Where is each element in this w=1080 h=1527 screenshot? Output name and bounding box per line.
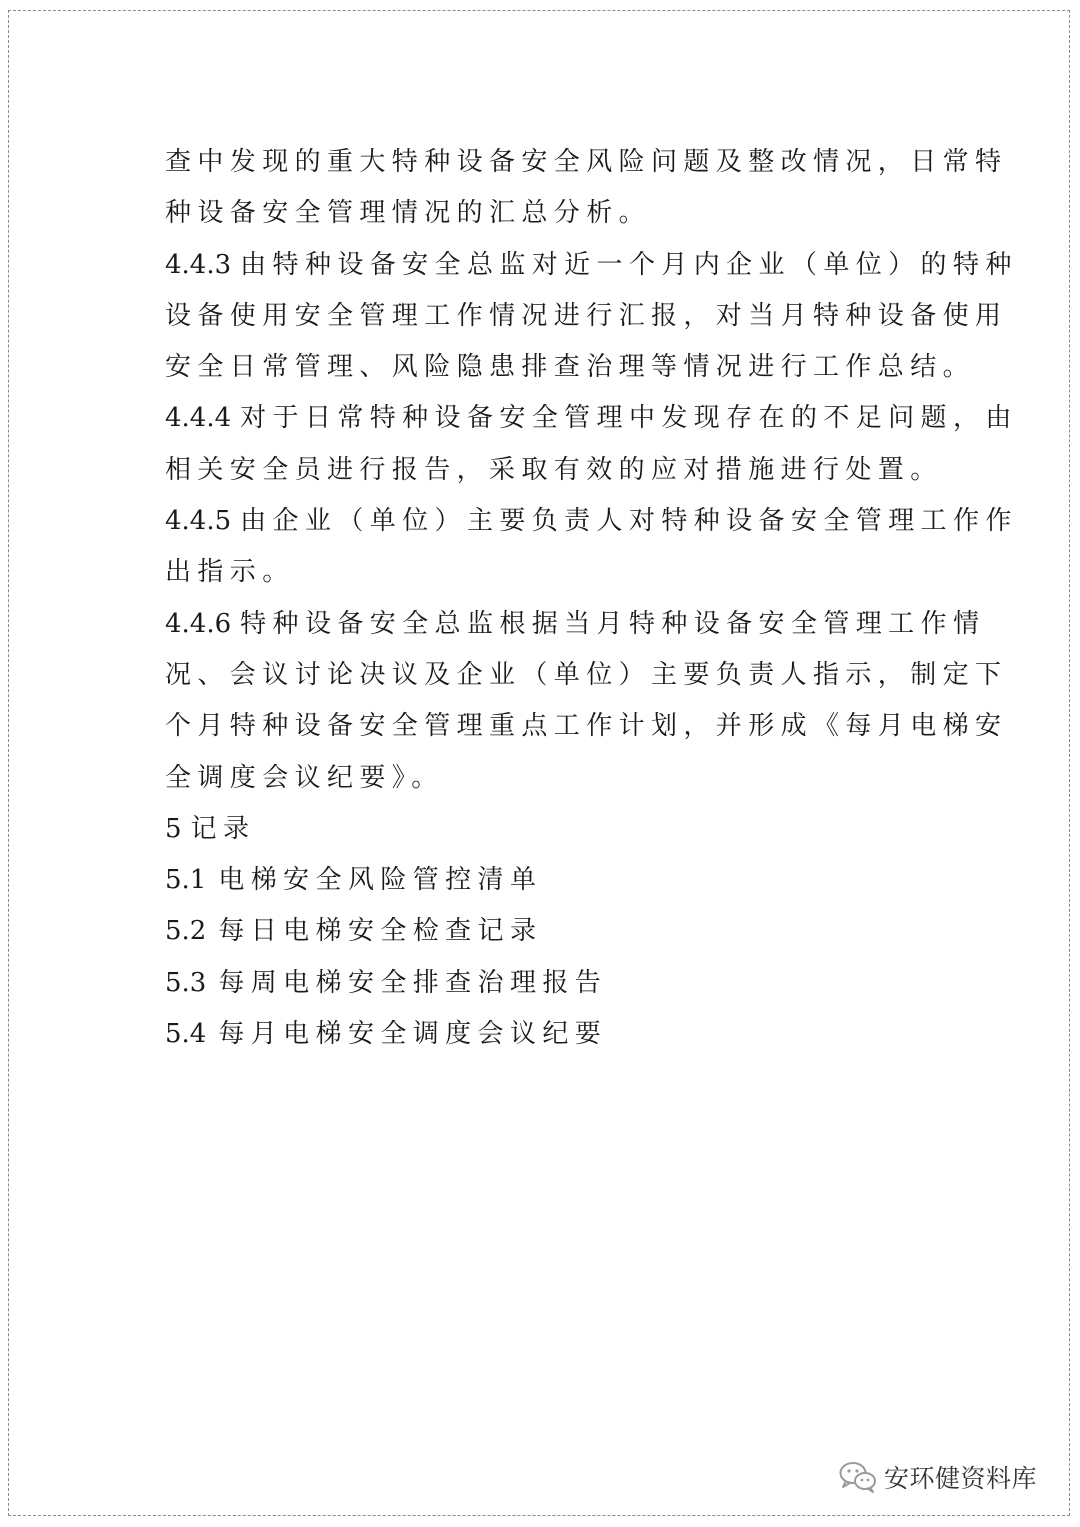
paragraph-line: 安全日常管理、风险隐患排查治理等情况进行工作总结。 — [165, 352, 976, 383]
clause-number: 4.4.3 — [165, 249, 232, 280]
section-number: 5 — [165, 813, 182, 844]
clause-4-4-6: 4.4.6 特种设备安全总监根据当月特种设备安全管理工作情 — [165, 608, 986, 639]
section-title: 记录 — [190, 813, 256, 844]
paragraph-line: 设备使用安全管理工作情况进行汇报，对当月特种设备使用 — [165, 300, 1008, 331]
paragraph-line: 出指示。 — [165, 557, 295, 588]
clause-4-4-4: 4.4.4 对于日常特种设备安全管理中发现存在的不足问题，由 — [165, 403, 1018, 434]
paragraph-line: 种设备安全管理情况的汇总分析。 — [165, 198, 652, 229]
paragraph-line: 全调度会议纪要》。 — [165, 762, 444, 793]
record-number: 5.3 — [165, 967, 207, 998]
clause-number: 4.4.6 — [165, 608, 232, 639]
record-number: 5.1 — [165, 865, 207, 896]
section-heading — [165, 804, 925, 855]
clause-4-4-5: 4.4.5 由企业（单位）主要负责人对特种设备安全管理工作作 — [165, 506, 1018, 537]
record-number: 5.2 — [165, 916, 207, 947]
clause-4-4-3: 4.4.3 由特种设备安全总监对近一个月内企业（单位）的特种 — [165, 249, 1018, 280]
clause-number: 4.4.5 — [165, 506, 232, 537]
document-body — [165, 137, 1018, 1060]
record-item: 5.3 每周电梯安全排查治理报告 — [165, 967, 608, 998]
paragraph-line: 查中发现的重大特种设备安全风险问题及整改情况，日常特 — [165, 147, 1008, 177]
record-number: 5.4 — [165, 1019, 207, 1050]
wechat-icon — [838, 1459, 878, 1495]
paragraph-line: 个月特种设备安全管理重点工作计划，并形成《每月电梯安 — [165, 711, 1008, 742]
record-item: 5.4 每月电梯安全调度会议纪要 — [165, 1019, 608, 1050]
record-item: 5.2 每日电梯安全检查记录 — [165, 916, 543, 947]
paragraph-line: 相关安全员进行报告，采取有效的应对措施进行处置。 — [165, 454, 943, 485]
watermark — [838, 1455, 1037, 1499]
watermark-text: 安环健资料库 — [884, 1464, 1038, 1493]
clause-number: 4.4.4 — [165, 403, 232, 434]
record-item: 5.1 电梯安全风险管控清单 — [165, 865, 543, 896]
paragraph-line: 况、会议讨论决议及企业（单位）主要负责人指示，制定下 — [165, 659, 1008, 690]
